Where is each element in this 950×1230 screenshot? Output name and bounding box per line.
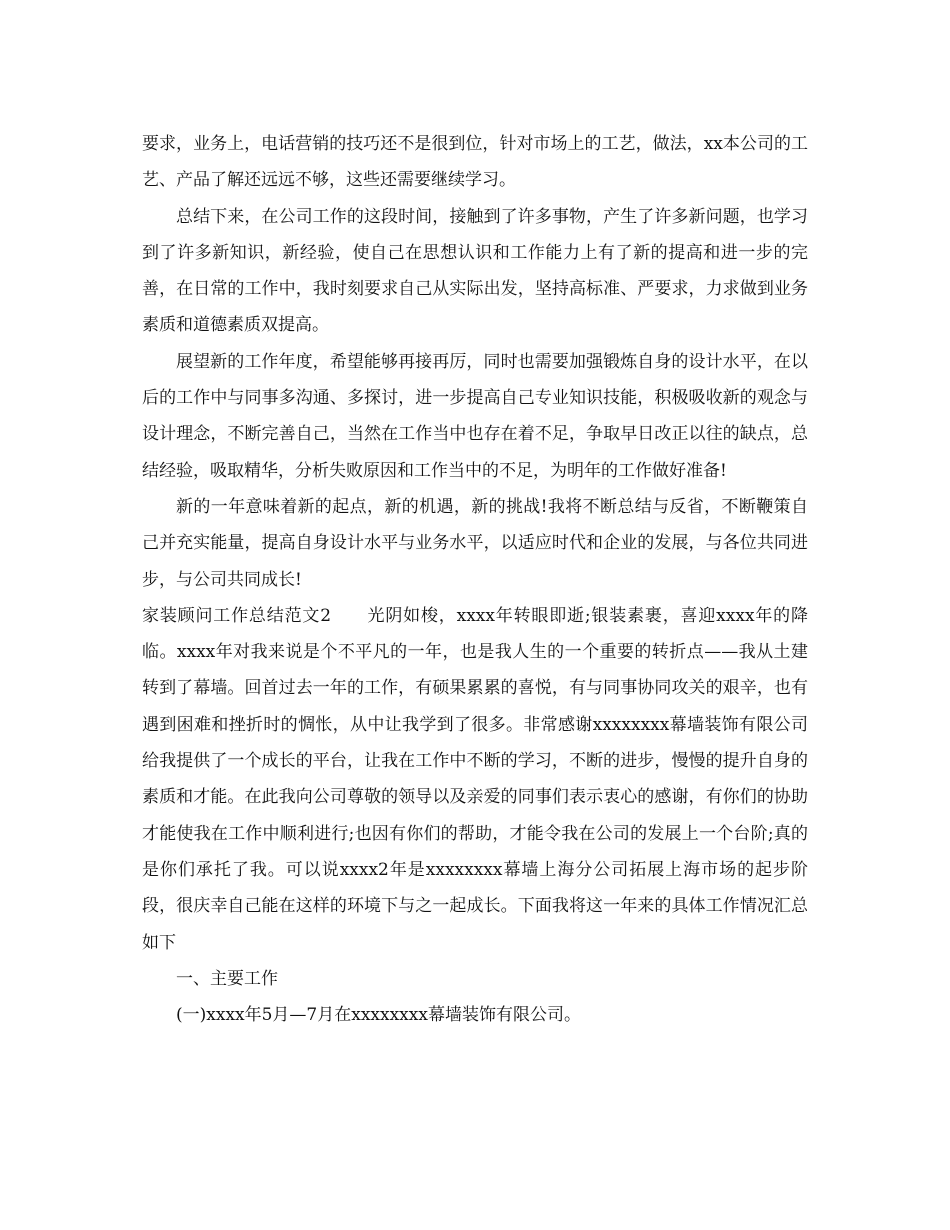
paragraph-summary: 总结下来，在公司工作的这段时间，接触到了许多事物，产生了许多新问题，也学习到了许多新知识，新经验，使自己在思想认识和工作能力上有了新的提高和进一步的完善，在日常的工作中，我时刻要求自己从实际出发，坚持高标准、严要求，力求做到业务素质和道德素质双提高。 [142, 206, 808, 336]
section-heading-main-work: 一、主要工作 [176, 968, 278, 989]
document-page [142, 126, 808, 1033]
paragraph-new-year: 新的一年意味着新的起点，新的机遇，新的挑战!我将不断总结与反省，不断鞭策自己并充实能量，提高自身设计水平与业务水平，以适应时代和企业的发展，与各位共同进步，与公司共同成长! [142, 496, 808, 590]
paragraph-outlook: 展望新的工作年度，希望能够再接再厉，同时也需要加强锻炼自身的设计水平，在以后的工作中与同事多沟通、多探讨，进一步提高自己专业知识技能，积极吸收新的观念与设计理念，不断完善自己，当然在工作当中也存在着不足，争取早日改正以往的缺点，总结经验，吸取精华，分析失败原因和工作当中的不足，为明年的工作做好准备! [142, 351, 808, 481]
paragraph-sample-2: 家装顾问工作总结范文2 光阴如梭，xxxx年转眼即逝;银装素裹，喜迎xxxx年的降临。xxxx年对我来说是个不平凡的一年，也是我人生的一个重要的转折点——我从土建转到了幕墙。回首过去一年的工作，有硕果累累的喜悦，有与同事协同攻关的艰辛，也有遇到困难和挫折时的惆怅，从中让我学到了很多。非常感谢xxxxxxxx幕墙装饰有限公司给我提供了一个成长的平台，让我在工作中不断的学习，不断的进步，慢慢的提升自身的素质和才能。在此我向公司尊敬的领导以及亲爱的同事们表示衷心的感谢，有你们的协助才能使我在工作中顺利进行;也因有你们的帮助，才能令我在公司的发展上一个台阶;真的是你们承托了我。可以说xxxx2年是xxxxxxxx幕墙上海分公司拓展上海市场的起步阶段，很庆幸自己能在这样的环境下与之一起成长。下面我将这一年来的具体工作情况汇总如下 [142, 605, 808, 953]
paragraph-continuation: 要求，业务上，电话营销的技巧还不是很到位，针对市场上的工艺，做法，xx本公司的工艺、产品了解还远远不够，这些还需要继续学习。 [142, 134, 808, 191]
subsection-heading-one: (一)xxxx年5月—7月在xxxxxxxx幕墙装饰有限公司。 [176, 1005, 581, 1026]
